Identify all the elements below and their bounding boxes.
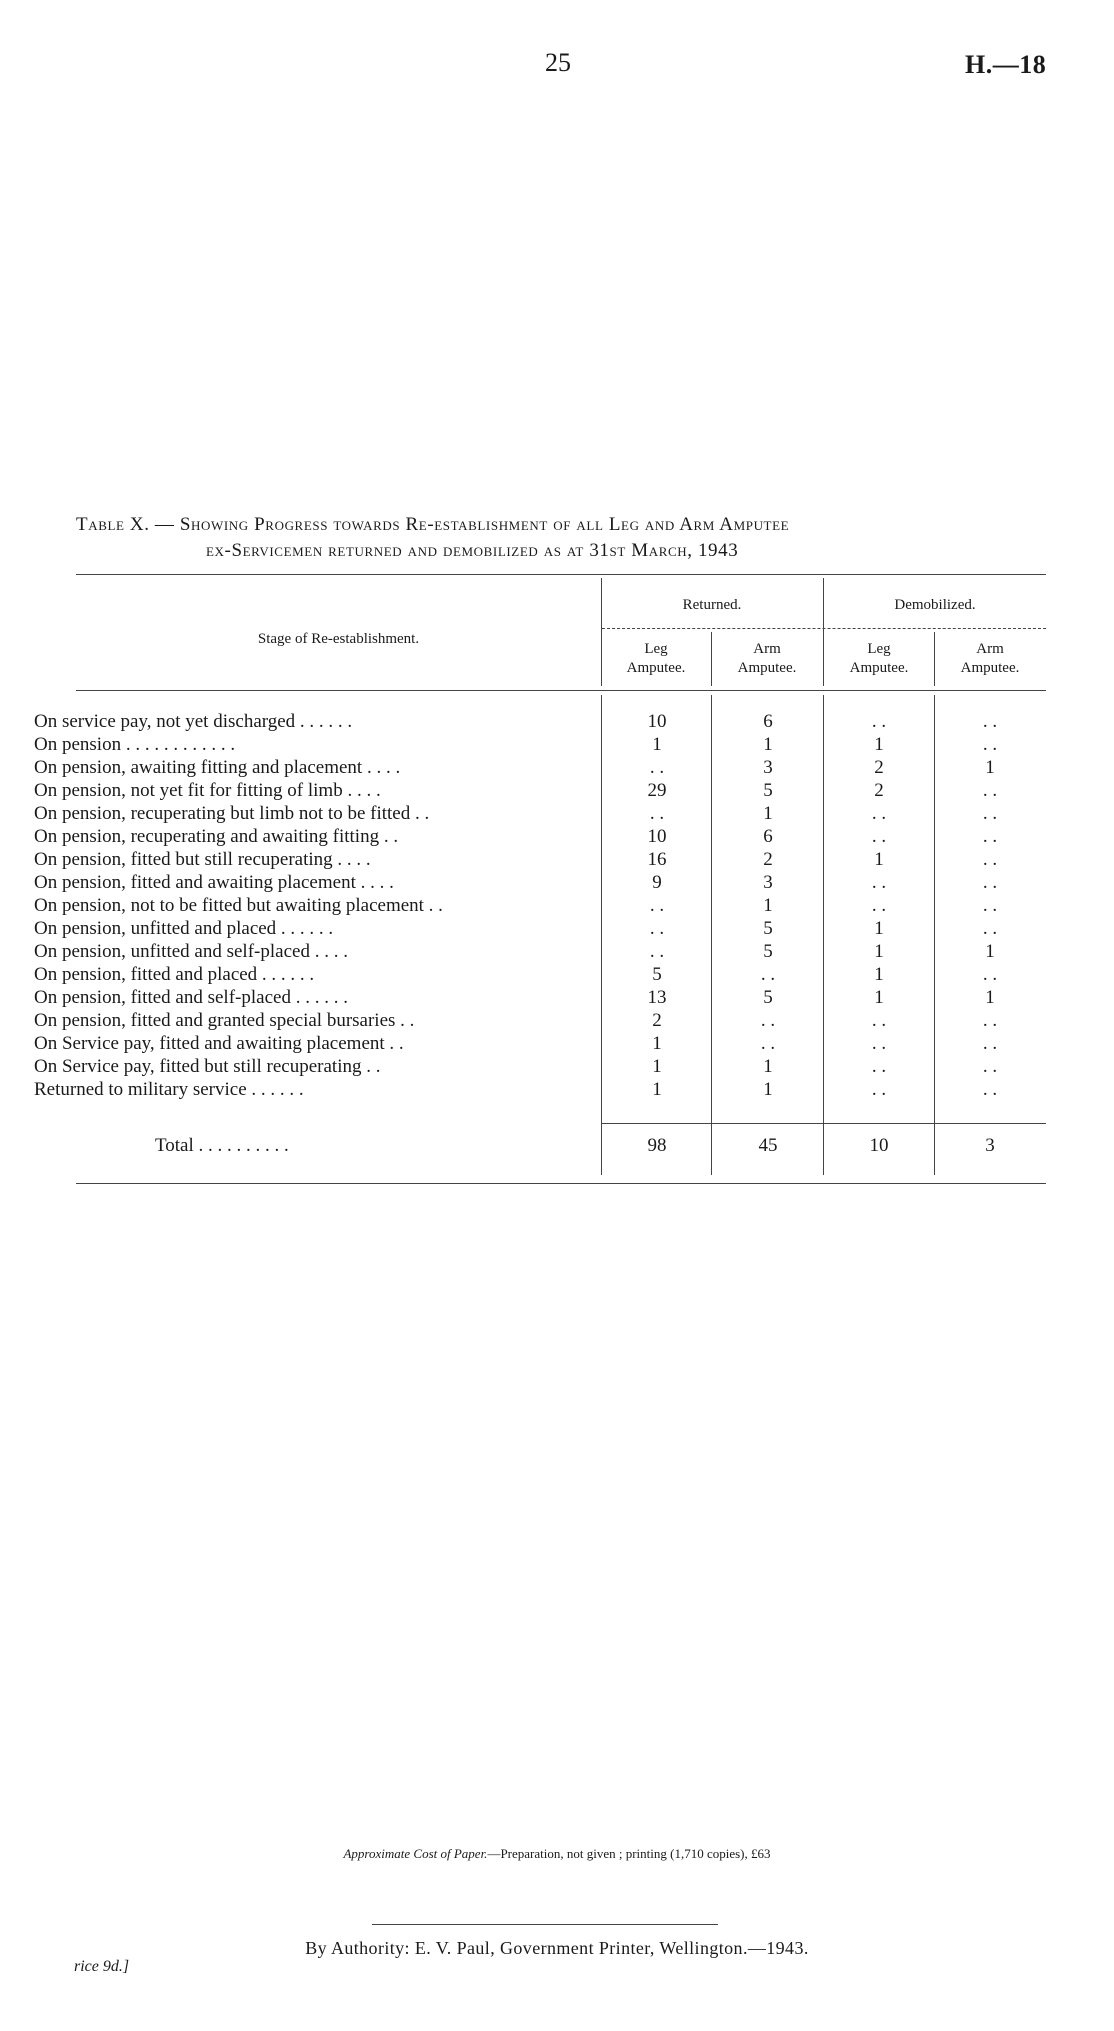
subheader-line: Leg: [867, 641, 891, 657]
document-reference: H.—18: [965, 50, 1047, 79]
returned-leg-cell: 13: [647, 987, 667, 1008]
demobilized-leg-cell: 1: [874, 964, 884, 985]
stage-cell: On pension, fitted and granted special bursaries . .: [34, 1010, 415, 1031]
demobilized-arm-cell: 1: [985, 757, 995, 778]
demobilized-leg-header: [825, 640, 933, 678]
demobilized-group-header: Demobilized.: [894, 597, 976, 613]
returned-leg-cell: 1: [652, 1056, 662, 1077]
returned-arm-cell: 6: [763, 826, 773, 847]
demobilized-leg-cell: . .: [871, 826, 887, 847]
returned-arm-cell: 5: [763, 918, 773, 939]
returned-leg-cell: . .: [649, 895, 665, 916]
returned-arm-cell: 1: [763, 803, 773, 824]
returned-arm-cell: 1: [763, 734, 773, 755]
returned-leg-cell: 2: [652, 1010, 662, 1031]
stage-cell: On pension, unfitted and self-placed . . . .: [34, 941, 348, 962]
returned-leg-cell: 16: [647, 849, 667, 870]
returned-arm-cell: . .: [760, 1010, 776, 1031]
demobilized-leg-cell: . .: [871, 1033, 887, 1054]
stage-column-header: Stage of Re-establishment.: [257, 631, 420, 647]
returned-leg-cell: . .: [649, 941, 665, 962]
column-divider: [823, 695, 824, 1175]
returned-arm-cell: . .: [760, 1033, 776, 1054]
table-title: [76, 512, 1046, 564]
demobilized-arm-cell: 1: [985, 987, 995, 1008]
stage-cell: On pension, recuperating but limb not to be fitted . .: [34, 803, 430, 824]
subheader-line: Amputee.: [960, 660, 1020, 676]
demobilized-arm-cell: . .: [982, 849, 998, 870]
price-note: rice 9d.]: [74, 1958, 130, 1975]
demobilized-leg-cell: 2: [874, 780, 884, 801]
returned-group-header: Returned.: [682, 597, 742, 613]
demobilized-leg-cell: 1: [874, 849, 884, 870]
returned-leg-cell: 29: [647, 780, 667, 801]
demobilized-arm-cell: . .: [982, 895, 998, 916]
demobilized-arm-cell: . .: [982, 872, 998, 893]
stage-cell: On pension . . . . . . . . . . . .: [34, 734, 236, 755]
cost-label: Approximate Cost of Paper.: [343, 1846, 488, 1861]
returned-leg-header: [602, 640, 710, 678]
header-bottom-rule: [76, 690, 1046, 691]
stage-cell: On pension, fitted and self-placed . . . . . .: [34, 987, 348, 1008]
returned-arm-cell: 1: [763, 1056, 773, 1077]
cost-text: —Preparation, not given ; printing (1,710 copies), £63: [487, 1846, 771, 1861]
demobilized-arm-cell: . .: [982, 918, 998, 939]
demobilized-arm-cell: . .: [982, 1056, 998, 1077]
returned-leg-cell: 1: [652, 1033, 662, 1054]
returned-arm-cell: 1: [763, 895, 773, 916]
demobilized-leg-cell: . .: [871, 711, 887, 732]
stage-cell: On Service pay, fitted but still recuperating . .: [34, 1056, 381, 1077]
subheader-line: Amputee.: [626, 660, 686, 676]
returned-arm-cell: 2: [763, 849, 773, 870]
column-divider: [711, 632, 712, 686]
demobilized-arm-cell: . .: [982, 1079, 998, 1100]
demobilized-leg-cell: 1: [874, 734, 884, 755]
subheader-line: Arm: [976, 641, 1004, 657]
stage-cell: On pension, recuperating and awaiting fitting . .: [34, 826, 399, 847]
stage-cell: On pension, fitted but still recuperating . . . .: [34, 849, 371, 870]
returned-arm-cell: 6: [763, 711, 773, 732]
cost-note: [0, 1846, 1114, 1862]
column-divider: [934, 695, 935, 1175]
table-bottom-rule: [76, 1183, 1046, 1184]
returned-arm-cell: 3: [763, 872, 773, 893]
demobilized-arm-cell: . .: [982, 964, 998, 985]
demobilized-leg-cell: . .: [871, 872, 887, 893]
returned-arm-cell: 5: [763, 941, 773, 962]
demobilized-leg-cell: 1: [874, 987, 884, 1008]
total-demobilized-leg: 10: [869, 1135, 889, 1156]
returned-leg-cell: 10: [647, 826, 667, 847]
demobilized-leg-cell: 1: [874, 918, 884, 939]
returned-leg-cell: 9: [652, 872, 662, 893]
stage-cell: On service pay, not yet discharged . . . . . .: [34, 711, 353, 732]
demobilized-arm-cell: . .: [982, 734, 998, 755]
total-demobilized-arm: 3: [985, 1135, 995, 1156]
demobilized-arm-cell: . .: [982, 803, 998, 824]
demobilized-arm-cell: . .: [982, 826, 998, 847]
demobilized-leg-cell: . .: [871, 1056, 887, 1077]
column-divider: [934, 632, 935, 686]
table-title-line-1: Table X. — Showing Progress towards Re-establishment of all Leg and Arm Amputee: [76, 514, 790, 535]
subheader-line: Amputee.: [849, 660, 909, 676]
demobilized-arm-cell: . .: [982, 1010, 998, 1031]
subheader-line: Arm: [753, 641, 781, 657]
subheader-line: Leg: [644, 641, 668, 657]
returned-leg-cell: . .: [649, 757, 665, 778]
column-divider: [601, 695, 602, 1175]
authority-rule: [372, 1924, 718, 1925]
demobilized-arm-cell: . .: [982, 1033, 998, 1054]
returned-arm-cell: 1: [763, 1079, 773, 1100]
demobilized-leg-cell: . .: [871, 1079, 887, 1100]
stage-cell: On pension, fitted and placed . . . . . .: [34, 964, 315, 985]
demobilized-leg-cell: . .: [871, 895, 887, 916]
demobilized-leg-cell: . .: [871, 1010, 887, 1031]
stage-cell: On pension, not to be fitted but awaiting placement . .: [34, 895, 443, 916]
table-title-line-2: ex-Servicemen returned and demobilized as at 31st March, 1943: [206, 540, 739, 561]
demobilized-leg-cell: 2: [874, 757, 884, 778]
total-returned-leg: 98: [647, 1135, 667, 1156]
demobilized-leg-cell: 1: [874, 941, 884, 962]
returned-arm-header: [713, 640, 821, 678]
returned-arm-cell: 5: [763, 987, 773, 1008]
stage-cell: Returned to military service . . . . . .: [34, 1079, 304, 1100]
total-label: Total . . . . . . . . . .: [155, 1135, 289, 1156]
total-returned-arm: 45: [758, 1135, 778, 1156]
total-rule: [602, 1123, 1046, 1124]
returned-leg-cell: 1: [652, 734, 662, 755]
returned-leg-cell: 5: [652, 964, 662, 985]
stage-cell: On pension, fitted and awaiting placement . . . .: [34, 872, 394, 893]
demobilized-arm-cell: 1: [985, 941, 995, 962]
stage-cell: On Service pay, fitted and awaiting placement . .: [34, 1033, 404, 1054]
returned-leg-cell: 10: [647, 711, 667, 732]
stage-cell: On pension, awaiting fitting and placement . . . .: [34, 757, 401, 778]
column-divider: [823, 578, 824, 686]
subheader-line: Amputee.: [737, 660, 797, 676]
returned-arm-cell: 5: [763, 780, 773, 801]
demobilized-leg-cell: . .: [871, 803, 887, 824]
stage-cell: On pension, unfitted and placed . . . . . .: [34, 918, 334, 939]
page-number: 25: [545, 48, 571, 77]
returned-leg-cell: . .: [649, 918, 665, 939]
printer-authority: By Authority: E. V. Paul, Government Printer, Wellington.—1943.: [305, 1938, 809, 1958]
returned-leg-cell: . .: [649, 803, 665, 824]
returned-arm-cell: 3: [763, 757, 773, 778]
demobilized-arm-cell: . .: [982, 711, 998, 732]
returned-arm-cell: . .: [760, 964, 776, 985]
stage-cell: On pension, not yet fit for fitting of limb . . . .: [34, 780, 381, 801]
demobilized-arm-cell: . .: [982, 780, 998, 801]
table-top-rule: [76, 574, 1046, 575]
returned-leg-cell: 1: [652, 1079, 662, 1100]
demobilized-arm-header: [936, 640, 1044, 678]
column-divider: [711, 695, 712, 1175]
group-header-rule: [602, 628, 1046, 629]
